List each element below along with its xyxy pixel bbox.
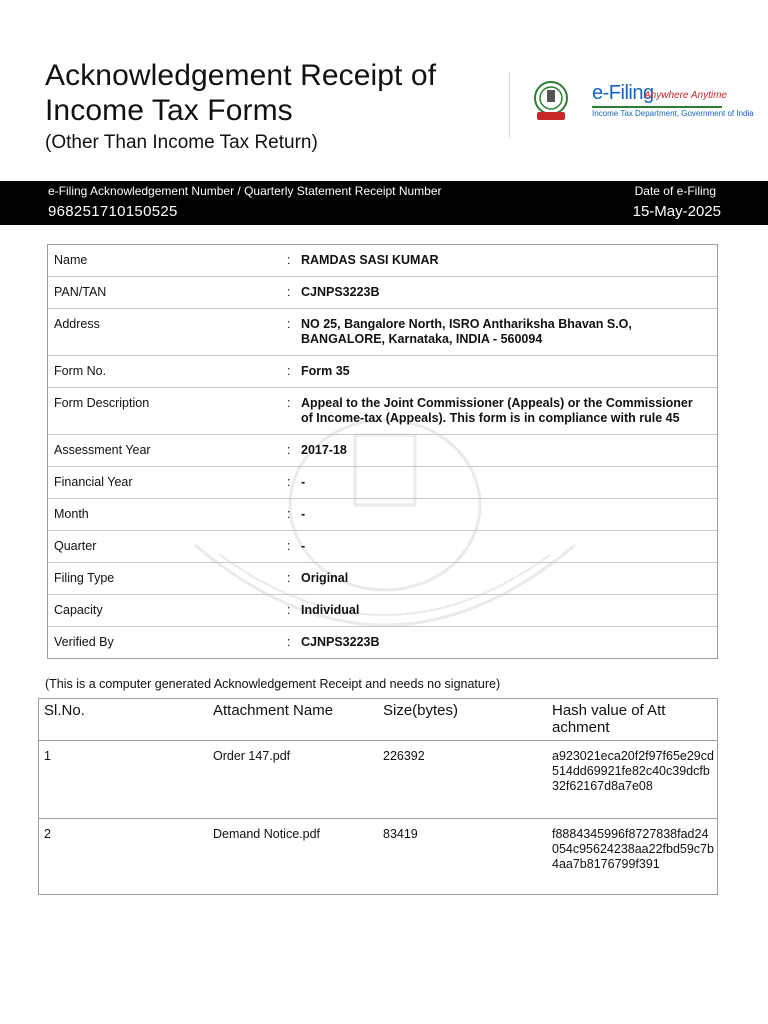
detail-label: Address bbox=[54, 317, 100, 331]
cell-sl-no: 1 bbox=[44, 749, 51, 763]
detail-separator: : bbox=[287, 475, 291, 489]
page-title bbox=[45, 58, 436, 128]
detail-label: Capacity bbox=[54, 603, 103, 617]
cell-hash: a923021eca20f2f97f65e29cd514dd69921fe82c40c39dcfb32f62167d8a7e08 bbox=[552, 749, 714, 793]
ack-number-value: 968251710150525 bbox=[48, 203, 178, 220]
header-sl-no: Sl.No. bbox=[44, 702, 85, 719]
header-size: Size(bytes) bbox=[383, 702, 459, 719]
header-divider bbox=[509, 72, 510, 138]
ack-band bbox=[0, 181, 768, 225]
detail-row-capacity bbox=[48, 595, 717, 627]
ack-number-label: e-Filing Acknowledgement Number / Quarterly Statement Receipt Number bbox=[48, 184, 442, 198]
detail-value: - bbox=[301, 475, 306, 489]
computer-generated-note: (This is a computer generated Acknowledgement Receipt and needs no signature) bbox=[45, 677, 501, 691]
detail-separator: : bbox=[287, 603, 291, 617]
cell-attachment-name: Order 147.pdf bbox=[213, 749, 291, 763]
detail-value: NO 25, Bangalore North, ISRO Anthariksha Bhavan S.O, BANGALORE, Karnataka, INDIA - 560094 bbox=[301, 317, 632, 346]
detail-separator: : bbox=[287, 396, 291, 410]
detail-separator: : bbox=[287, 539, 291, 553]
detail-value: CJNPS3223B bbox=[301, 635, 380, 649]
detail-row-address bbox=[48, 309, 717, 356]
detail-value: - bbox=[301, 507, 306, 521]
detail-label: Filing Type bbox=[54, 571, 115, 585]
detail-separator: : bbox=[287, 364, 291, 378]
detail-separator: : bbox=[287, 443, 291, 457]
detail-label: Assessment Year bbox=[54, 443, 151, 457]
detail-label: PAN/TAN bbox=[54, 285, 107, 299]
attachments-table bbox=[38, 698, 718, 895]
detail-row-pan bbox=[48, 277, 717, 309]
detail-row-filing-type bbox=[48, 563, 717, 595]
detail-value: Original bbox=[301, 571, 349, 585]
detail-row-month bbox=[48, 499, 717, 531]
detail-row-assessment-year bbox=[48, 435, 717, 467]
detail-label: Month bbox=[54, 507, 89, 521]
cell-size: 83419 bbox=[383, 827, 418, 841]
cell-hash: f8884345996f8727838fad24054c95624238aa22fbd59c7b4aa7b8176799f391 bbox=[552, 827, 714, 871]
detail-separator: : bbox=[287, 285, 291, 299]
efiling-tagline: Anywhere Anytime bbox=[644, 90, 727, 101]
detail-value: Form 35 bbox=[301, 364, 350, 378]
detail-value: CJNPS3223B bbox=[301, 285, 380, 299]
detail-label: Financial Year bbox=[54, 475, 133, 489]
detail-separator: : bbox=[287, 507, 291, 521]
detail-separator: : bbox=[287, 317, 291, 331]
table-row bbox=[39, 741, 717, 819]
efiling-brand: e-Filing bbox=[592, 82, 654, 104]
title-line-1: Acknowledgement Receipt of bbox=[45, 59, 437, 92]
detail-row-financial-year bbox=[48, 467, 717, 499]
cell-sl-no: 2 bbox=[44, 827, 51, 841]
table-row bbox=[39, 819, 717, 894]
attachments-header-row bbox=[39, 699, 717, 741]
efiling-dept: Income Tax Department, Government of India bbox=[592, 109, 754, 118]
date-value: 15-May-2025 bbox=[632, 203, 721, 220]
detail-separator: : bbox=[287, 635, 291, 649]
detail-value: Appeal to the Joint Commissioner (Appeals) or the Commissioner of Income-tax (Appeals). This form is in compliance with rule 45 bbox=[301, 396, 693, 425]
details-table bbox=[47, 244, 718, 659]
header-attachment-name: Attachment Name bbox=[213, 702, 334, 719]
detail-row-form-no bbox=[48, 356, 717, 388]
detail-row-name bbox=[48, 245, 717, 277]
detail-separator: : bbox=[287, 253, 291, 267]
detail-value: - bbox=[301, 539, 306, 553]
efiling-underline bbox=[592, 106, 722, 108]
title-line-2: Income Tax Forms bbox=[45, 94, 293, 127]
detail-value: 2017-18 bbox=[301, 443, 347, 457]
header-hash: Hash value of Attachment bbox=[552, 702, 666, 736]
detail-label: Quarter bbox=[54, 539, 97, 553]
detail-label: Verified By bbox=[54, 635, 114, 649]
detail-label: Form No. bbox=[54, 364, 107, 378]
detail-row-quarter bbox=[48, 531, 717, 563]
page-subtitle: (Other Than Income Tax Return) bbox=[45, 132, 318, 153]
detail-value: Individual bbox=[301, 603, 360, 617]
cell-size: 226392 bbox=[383, 749, 425, 763]
detail-separator: : bbox=[287, 571, 291, 585]
detail-label: Name bbox=[54, 253, 88, 267]
detail-label: Form Description bbox=[54, 396, 150, 410]
date-label: Date of e-Filing bbox=[634, 184, 716, 198]
cell-attachment-name: Demand Notice.pdf bbox=[213, 827, 321, 841]
detail-value: RAMDAS SASI KUMAR bbox=[301, 253, 439, 267]
detail-row-form-description bbox=[48, 388, 717, 435]
efiling-logo bbox=[530, 76, 754, 126]
detail-row-verified-by bbox=[48, 627, 717, 658]
